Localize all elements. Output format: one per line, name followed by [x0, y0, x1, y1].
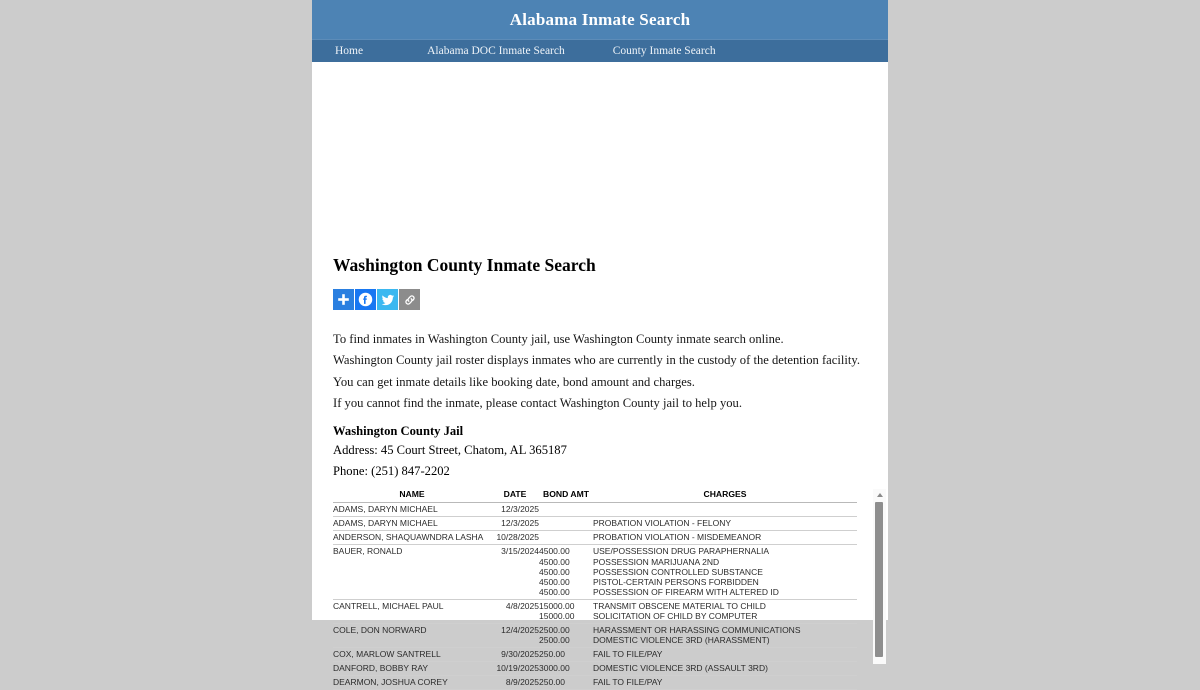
table-row: [333, 675, 857, 689]
main-navigation: [312, 39, 888, 62]
cell-charges: [593, 599, 857, 623]
roster-header-row: [333, 489, 857, 503]
jail-phone: Phone: (251) 847-2202: [333, 464, 450, 479]
cell-name: ADAMS, DARYN MICHAEL: [333, 503, 491, 517]
bond-amount: 2500.00: [539, 624, 570, 635]
table-row: [333, 503, 857, 517]
link-chain-icon: [403, 293, 417, 307]
cell-charges: [593, 661, 857, 675]
scrollbar-up-arrow[interactable]: [873, 489, 886, 500]
description-line-2: Washington County jail roster displays inmates who are currently in the custody of the detention facility.: [333, 353, 860, 368]
cell-date: 4/8/2025: [491, 599, 539, 623]
cell-name: COLE, DON NORWARD: [333, 623, 491, 647]
share-buttons: [333, 289, 867, 310]
charge-description: HARASSMENT OR HARASSING COMMUNICATIONS: [593, 624, 801, 635]
page-title: Washington County Inmate Search: [333, 255, 596, 275]
charge-description: FAIL TO FILE/PAY: [593, 676, 663, 687]
cell-date: 10/28/2025: [491, 531, 539, 545]
charge-description: [593, 504, 857, 514]
charge-description: USE/POSSESSION DRUG PARAPHERNALIA: [593, 546, 770, 557]
column-header-bond-amt: BOND AMT: [539, 489, 593, 503]
cell-charges: [593, 647, 857, 661]
table-row: [333, 623, 857, 647]
column-header-charges: CHARGES: [593, 489, 857, 503]
charge-description: TRANSMIT OBSCENE MATERIAL TO CHILD: [593, 600, 766, 611]
plus-icon: [337, 293, 350, 306]
description-line-4: If you cannot find the inmate, please contact Washington County jail to help you.: [333, 396, 743, 411]
site-title: Alabama Inmate Search: [509, 9, 691, 29]
cell-charges: [593, 623, 857, 647]
column-header-date: DATE: [491, 489, 539, 503]
charge-description: PISTOL-CERTAIN PERSONS FORBIDDEN: [593, 576, 759, 587]
bond-amount: 250.00: [539, 648, 565, 659]
bond-amount: 250.00: [539, 676, 565, 687]
nav-item-home[interactable]: Home: [335, 45, 364, 57]
main-content: [312, 255, 888, 687]
bond-amount: 4500.00: [539, 576, 570, 587]
cell-date: 9/30/2025: [491, 647, 539, 661]
table-row: [333, 531, 857, 545]
twitter-bird-icon: [381, 293, 395, 307]
cell-charges: [593, 503, 857, 517]
cell-date: 3/15/2024: [491, 545, 539, 599]
charge-description: DOMESTIC VIOLENCE 3RD (ASSAULT 3RD): [593, 662, 768, 673]
cell-charges: [593, 675, 857, 689]
scrollbar-thumb[interactable]: [875, 502, 883, 657]
cell-date: 12/4/2025: [491, 623, 539, 647]
cell-bond-amt: [539, 503, 593, 517]
bond-amount: [539, 518, 593, 528]
cell-date: 10/19/2025: [491, 661, 539, 675]
cell-bond-amt: [539, 647, 593, 661]
charge-description: DOMESTIC VIOLENCE 3RD (HARASSMENT): [593, 634, 770, 645]
cell-name: COX, MARLOW SANTRELL: [333, 647, 491, 661]
cell-bond-amt: [539, 531, 593, 545]
table-row: [333, 599, 857, 623]
cell-date: 12/3/2025: [491, 517, 539, 531]
table-row: [333, 545, 857, 599]
cell-bond-amt: [539, 599, 593, 623]
roster-scrollbar[interactable]: [873, 489, 886, 664]
bond-amount: 2500.00: [539, 634, 570, 645]
jail-name: Washington County Jail: [333, 424, 464, 439]
charge-description: POSSESSION MARIJUANA 2ND: [593, 556, 720, 567]
charge-description: SOLICITATION OF CHILD BY COMPUTER: [593, 610, 758, 621]
bond-amount: 4500.00: [539, 586, 570, 597]
bond-amount: 3000.00: [539, 662, 570, 673]
cell-date: 12/3/2025: [491, 503, 539, 517]
jail-address: Address: 45 Court Street, Chatom, AL 365187: [333, 443, 567, 458]
inmate-roster-table: [333, 489, 857, 689]
copy-link-button[interactable]: [399, 289, 420, 310]
inmate-roster-scroll-area[interactable]: [333, 489, 871, 687]
bond-amount: [539, 532, 593, 542]
cell-name: BAUER, RONALD: [333, 545, 491, 599]
description-block: [333, 332, 867, 411]
advertisement-slot: [312, 62, 888, 255]
bond-amount: [539, 504, 593, 514]
page-container: [312, 0, 888, 687]
cell-bond-amt: [539, 661, 593, 675]
charge-description: FAIL TO FILE/PAY: [593, 648, 663, 659]
cell-bond-amt: [539, 545, 593, 599]
roster-body: [333, 503, 857, 689]
bond-amount: 15000.00: [539, 610, 575, 621]
nav-item-alabama-doc-inmate-search[interactable]: Alabama DOC Inmate Search: [427, 45, 565, 57]
cell-charges: [593, 517, 857, 531]
bond-amount: 4500.00: [539, 556, 570, 567]
charge-description: PROBATION VIOLATION - FELONY: [593, 518, 732, 529]
site-header: [312, 0, 888, 39]
triangle-up-icon: [877, 493, 883, 497]
addthis-share-button[interactable]: [333, 289, 354, 310]
cell-date: 8/9/2025: [491, 675, 539, 689]
facebook-share-button[interactable]: [355, 289, 376, 310]
cell-name: DEARMON, JOSHUA COREY: [333, 675, 491, 689]
cell-bond-amt: [539, 623, 593, 647]
description-line-3: You can get inmate details like booking date, bond amount and charges.: [333, 374, 695, 389]
cell-charges: [593, 531, 857, 545]
cell-bond-amt: [539, 675, 593, 689]
table-row: [333, 517, 857, 531]
charge-description: PROBATION VIOLATION - MISDEMEANOR: [593, 532, 762, 543]
bond-amount: 4500.00: [539, 566, 570, 577]
cell-bond-amt: [539, 517, 593, 531]
nav-item-county-inmate-search[interactable]: County Inmate Search: [612, 45, 716, 57]
description-line-1: To find inmates in Washington County jail, use Washington County inmate search online.: [333, 332, 784, 346]
cell-name: DANFORD, BOBBY RAY: [333, 661, 491, 675]
twitter-share-button[interactable]: [377, 289, 398, 310]
charge-description: POSSESSION CONTROLLED SUBSTANCE: [593, 566, 763, 577]
table-row: [333, 647, 857, 661]
facebook-icon: [358, 292, 373, 307]
cell-name: ADAMS, DARYN MICHAEL: [333, 517, 491, 531]
inmate-roster-container: [333, 489, 867, 687]
table-row: [333, 661, 857, 675]
cell-charges: [593, 545, 857, 599]
column-header-name: NAME: [333, 489, 491, 503]
bond-amount: 4500.00: [539, 546, 570, 557]
bond-amount: 15000.00: [539, 600, 575, 611]
cell-name: CANTRELL, MICHAEL PAUL: [333, 599, 491, 623]
charge-description: POSSESSION OF FIREARM WITH ALTERED ID: [593, 586, 779, 597]
cell-name: ANDERSON, SHAQUAWNDRA LASHA: [333, 531, 491, 545]
